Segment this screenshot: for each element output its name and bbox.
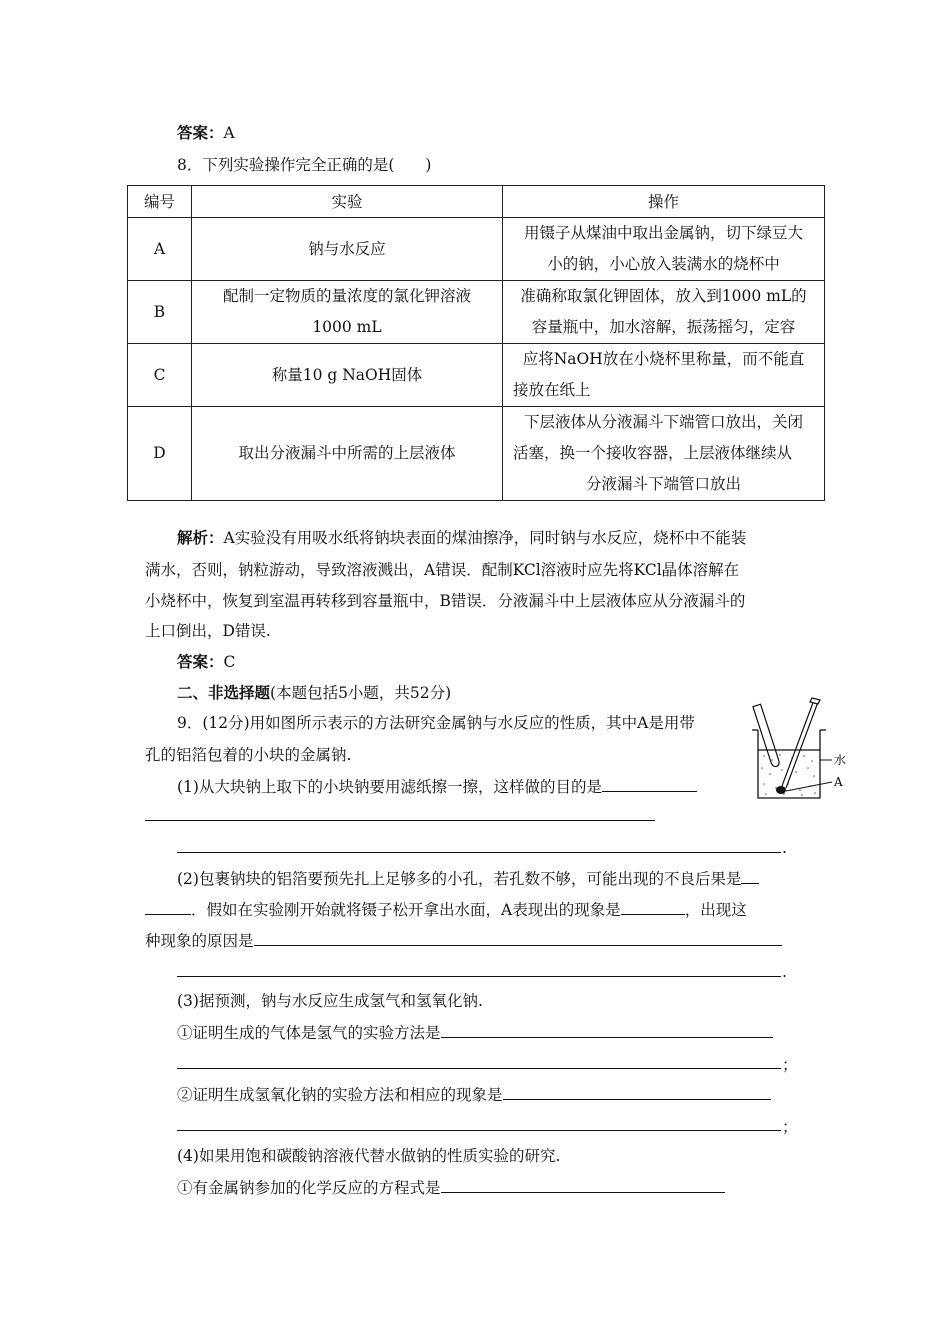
table-row	[128, 281, 825, 344]
q9-part3-1	[177, 1022, 773, 1043]
table-row	[128, 218, 825, 281]
answer-blank[interactable]	[621, 899, 685, 915]
q9-part2-text: (2)包裹钠块的铝箔要预先扎上足够多的小孔，若孔数不够，可能出现的不良后果是	[177, 870, 742, 888]
operation-line: 分液漏斗下端管口放出	[585, 475, 741, 493]
row-id: C	[128, 344, 192, 407]
period: .	[782, 963, 787, 981]
answer-blank[interactable]	[177, 1068, 781, 1069]
q9-part2-text: ，出现这	[684, 901, 747, 919]
analysis-line-2: 满水，否则，钠粒游动，导致溶液溅出，A错误．配制KCl溶液时应先将KCl晶体溶解在	[145, 561, 740, 579]
answer-prev	[177, 123, 235, 143]
table-header-row	[128, 186, 825, 218]
label-water: 水	[834, 753, 847, 767]
answer-blank[interactable]	[145, 899, 191, 915]
analysis-line-1	[177, 528, 746, 548]
experiment-line: 取出分液漏斗中所需的上层液体	[238, 444, 456, 462]
experiment-line: 称量10 g NaOH固体	[271, 365, 423, 384]
answer-blank[interactable]	[177, 1130, 781, 1131]
operation-line: 小的钠，小心放入装满水的烧杯中	[547, 255, 780, 273]
q9-part2-text: ．假如在实验刚开始就将镊子松开拿出水面，A表现出的现象是	[191, 901, 621, 919]
operation-line: 准确称取氯化钾固体，放入到1000 mL的	[520, 287, 807, 305]
q9-part2-line3	[145, 930, 782, 951]
q9-part3-2	[177, 1084, 771, 1105]
label-A: A	[834, 775, 843, 789]
table-row	[128, 407, 825, 501]
row-experiment	[192, 344, 503, 407]
row-experiment	[192, 218, 503, 281]
operation-line: 应将NaOH放在小烧杯里称量，而不能直	[522, 350, 805, 368]
row-operation	[503, 218, 825, 281]
operation-line: 用镊子从煤油中取出金属钠，切下绿豆大	[523, 224, 803, 242]
answer-blank[interactable]	[254, 930, 782, 946]
answer-blank[interactable]	[741, 868, 759, 884]
experiment-line: 钠与水反应	[308, 239, 386, 258]
q9-part2-line2	[145, 899, 747, 920]
q9-stem-line-1: 9．(12分)用如图所示表示的方法研究金属钠与水反应的性质，其中A是用带	[177, 714, 695, 732]
operation-line: 接放在纸上	[513, 381, 591, 399]
q9-part3-2-text: ②证明生成氢氧化钠的实验方法和相应的现象是	[177, 1086, 503, 1104]
header-id: 编号	[128, 186, 192, 218]
answer-value: C	[223, 653, 236, 671]
q9-stem-line-2: 孔的铝箔包着的小块的金属钠.	[145, 746, 352, 764]
q9-part3-1-text: ①证明生成的气体是氢气的实验方法是	[177, 1024, 441, 1042]
operation-line: 容量瓶中，加水溶解，振荡摇匀，定容	[531, 318, 796, 336]
row-experiment	[192, 281, 503, 344]
section-2-heading	[177, 683, 451, 703]
q9-part1-text: (1)从大块钠上取下的小块钠要用滤纸擦一擦，这样做的目的是	[177, 778, 602, 796]
tweezers-icon	[782, 698, 820, 788]
analysis-line-4: 上口倒出，D错误.	[145, 622, 271, 640]
answer-blank[interactable]	[602, 776, 697, 792]
test-tube-icon	[753, 704, 780, 767]
row-operation	[503, 407, 825, 501]
table-row	[128, 344, 825, 407]
analysis-line-3: 小烧杯中，恢复到室温再转移到容量瓶中，B错误．分液漏斗中上层液体应从分液漏斗的	[145, 592, 746, 610]
row-operation	[503, 281, 825, 344]
q9-part4-1-text: ①有金属钠参加的化学反应的方程式是	[177, 1179, 441, 1197]
operations-table	[127, 185, 825, 501]
beaker-outline-icon	[758, 730, 820, 798]
answer-blank[interactable]	[441, 1177, 725, 1193]
analysis-label: 解析：	[177, 528, 224, 547]
answer-label: 答案：	[177, 652, 224, 671]
period: .	[782, 839, 787, 857]
row-id: A	[128, 218, 192, 281]
answer-blank[interactable]	[145, 820, 655, 821]
row-operation	[503, 344, 825, 407]
header-operation: 操作	[503, 186, 825, 218]
header-experiment: 实验	[192, 186, 503, 218]
q9-part1	[177, 776, 697, 797]
answer-blank[interactable]	[177, 976, 781, 977]
answer-blank[interactable]	[177, 852, 781, 853]
q9-part3: (3)据预测，钠与水反应生成氢气和氢氧化钠.	[177, 992, 483, 1010]
answer-blank[interactable]	[441, 1022, 773, 1038]
answer-value: A	[223, 124, 235, 142]
q9-part2-text: 种现象的原因是	[145, 932, 254, 950]
beaker-figure	[748, 694, 858, 806]
semicolon: ；	[782, 1118, 798, 1136]
answer-blank[interactable]	[503, 1084, 771, 1100]
q9-part4: (4)如果用饱和碳酸钠溶液代替水做钠的性质实验的研究.	[177, 1147, 561, 1165]
experiment-line: 配制一定物质的量浓度的氯化钾溶液	[222, 287, 471, 305]
experiment-line: 1000 mL	[312, 318, 382, 336]
row-id: B	[128, 281, 192, 344]
semicolon: ；	[782, 1056, 798, 1074]
row-id: D	[128, 407, 192, 501]
section-note: (本题包括5小题，共52分)	[270, 684, 452, 702]
answer-8	[177, 652, 235, 672]
q9-part2-line1	[177, 868, 759, 889]
sodium-sample-icon	[776, 786, 786, 794]
operation-line: 活塞，换一个接收容器，上层液体继续从	[513, 444, 793, 462]
section-title: 二、非选择题	[177, 683, 271, 702]
analysis-text: A实验没有用吸水纸将钠块表面的煤油擦净，同时钠与水反应，烧杯中不能装	[223, 529, 747, 547]
operation-line: 下层液体从分液漏斗下端管口放出，关闭	[523, 413, 803, 431]
answer-label: 答案：	[177, 123, 224, 142]
row-experiment	[192, 407, 503, 501]
q8-stem: 8．下列实验操作完全正确的是( )	[177, 156, 432, 174]
q9-part4-1	[177, 1177, 725, 1198]
